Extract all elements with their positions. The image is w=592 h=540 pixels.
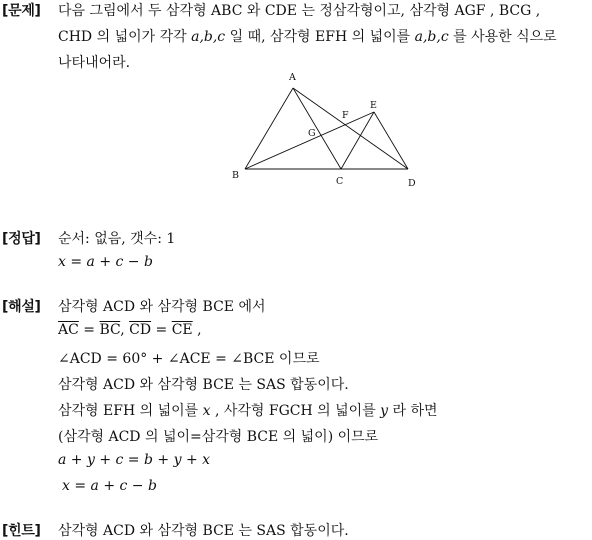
variable-x: x [202, 403, 211, 419]
explanation-line-5-text-b: , 사각형 FGCH 의 넓이를 [210, 403, 381, 419]
explanation-tag: [해설] [2, 299, 41, 315]
label-c: C [336, 176, 344, 187]
answer-tag: [정답] [2, 231, 41, 247]
explanation-line-6: (삼각형 ACD 의 넓이=삼각형 BCE 의 넓이) 이므로 [58, 429, 379, 445]
explanation-line-5-text-c: 라 하면 [388, 403, 438, 419]
segment-ac [293, 88, 341, 169]
hint-tag: [힌트] [2, 523, 41, 539]
problem-line-3: 나타내어라. [58, 55, 131, 71]
segment-ce-symbol: $\overline{CE}$ [171, 322, 193, 338]
label-f: F [342, 110, 349, 121]
explanation-line-5-text-a: 삼각형 EFH 의 넓이를 [58, 403, 203, 419]
label-d: D [408, 178, 416, 189]
segment-be [245, 112, 374, 169]
segment-de [374, 112, 408, 169]
label-b: B [232, 170, 239, 181]
variable-y: y [380, 403, 389, 419]
segment-ab [245, 88, 293, 169]
problem-line-2 [58, 26, 557, 46]
problem-variables-1: a,b,c [191, 29, 226, 45]
hint-line-1: 삼각형 ACD 와 삼각형 BCE 는 SAS 합동이다. [58, 523, 349, 539]
label-a: A [289, 72, 296, 83]
problem-variables-2: a,b,c [414, 29, 449, 45]
segment-bc-symbol: $\overline{BC}$ [99, 322, 121, 338]
answer-formula: x = a + c − b [58, 254, 153, 270]
explanation-equation: a + y + c = b + y + x [58, 452, 211, 468]
explanation-line-3: ∠ACD = 60° + ∠ACE = ∠BCE 이므로 [58, 351, 320, 367]
label-g: G [308, 128, 316, 139]
explanation-line-4: 삼각형 ACD 와 삼각형 BCE 는 SAS 합동이다. [58, 377, 349, 393]
problem-line-1: 다음 그림에서 두 삼각형 ABC 와 CDE 는 정삼각형이고, 삼각형 AGF , BCG , [58, 3, 541, 19]
segment-ac-symbol: $\overline{AC}$ [58, 322, 79, 338]
explanation-result: x = a + c − b [62, 478, 157, 494]
explanation-line-1: 삼각형 ACD 와 삼각형 BCE 에서 [58, 299, 266, 315]
triangle-figure [228, 70, 428, 192]
explanation-line-5 [58, 400, 438, 420]
answer-line-1: 순서: 없음, 갯수: 1 [58, 231, 176, 247]
segment-cd-symbol: $\overline{CD}$ [129, 322, 152, 338]
problem-line-2-text-c: 를 사용한 식으로 [448, 29, 557, 45]
explanation-line-2: $\overline{AC} = \overline{BC}$, $\overline{CD} = \overline{CE}$ , [58, 322, 202, 338]
problem-line-2-text-b: 일 때, 삼각형 EFH 의 넓이를 [225, 29, 415, 45]
problem-line-2-text-a: CHD 의 넓이가 각각 [58, 29, 192, 45]
label-e: E [370, 100, 377, 111]
problem-tag: [문제] [2, 3, 41, 19]
